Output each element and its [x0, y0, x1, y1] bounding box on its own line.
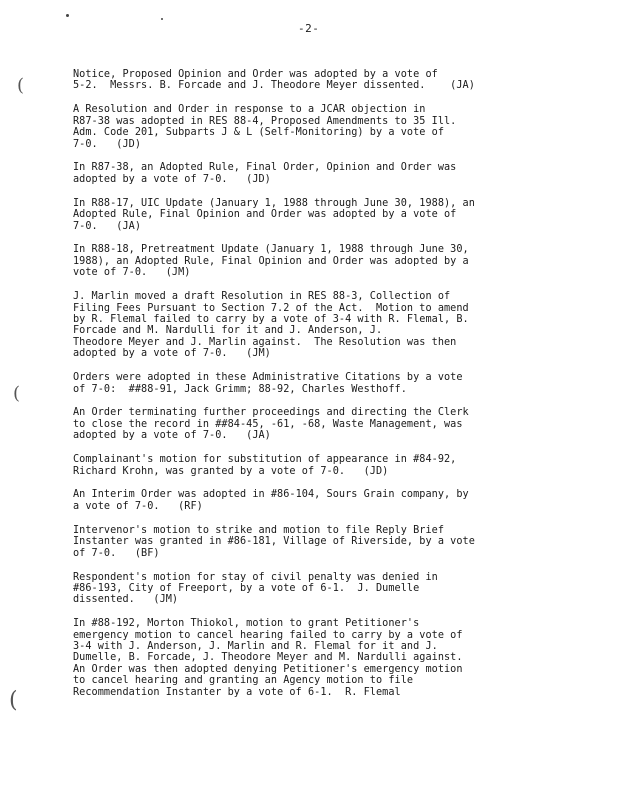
- minutes-paragraph: Intervenor's motion to strike and motion to file Reply Brief Instanter was granted in #86-181, Village of Riverside, by a vote of 7-0. (BF): [73, 524, 475, 559]
- margin-speck: [161, 18, 163, 20]
- minutes-paragraph: In R88-18, Pretreatment Update (January 1, 1988 through June 30, 1988), an Adopted Rule, Final Opinion and Order was adopted by a vote of 7-0. (JM): [73, 244, 469, 279]
- minutes-paragraph: J. Marlin moved a draft Resolution in RES 88-3, Collection of Filing Fees Pursuant to Section 7.2 of the Act. Motion to amend by R. Flemal failed to carry by a vote of 3-4 with R. Flemal, B. Forcade and M. Nardulli for it and J. Anderson, J. Theodore Meyer and J. Marlin against. The Resolution was then adopted by a vote of 7-0. (JM): [73, 291, 469, 360]
- minutes-paragraph: In R87-38, an Adopted Rule, Final Order, Opinion and Order was adopted by a vote of 7-0. (JD): [73, 162, 457, 185]
- margin-speck: [66, 14, 69, 17]
- minutes-paragraph: An Order terminating further proceedings and directing the Clerk to close the record in ##84-45, -61, -68, Waste Management, was adopted by a vote of 7-0. (JA): [73, 407, 469, 442]
- page-number: -2-: [298, 22, 320, 35]
- minutes-paragraph: Complainant's motion for substitution of appearance in #84-92, Richard Krohn, was granted by a vote of 7-0. (JD): [73, 454, 457, 477]
- minutes-body: [73, 69, 553, 711]
- minutes-paragraph: Respondent's motion for stay of civil penalty was denied in #86-193, City of Freeport, by a vote of 6-1. J. Dumelle dissented. (JM): [73, 571, 438, 606]
- binder-hole-mark: (: [9, 688, 18, 713]
- minutes-paragraph: In #88-192, Morton Thiokol, motion to grant Petitioner's emergency motion to cancel hearing failed to carry by a vote of 3-4 with J. Anderson, J. Marlin and R. Flemal for it and J. Dumelle, B. Forcade, J. Theodore Meyer and M. Nardulli against. An Order was then adopted denying Petitioner's emergency motion to cancel hearing and granting an Agency motion to file Recommendation Instanter by a vote of 6-1. R. Flemal: [73, 618, 463, 698]
- binder-hole-mark: (: [13, 383, 21, 404]
- binder-hole-mark: (: [17, 75, 25, 96]
- minutes-paragraph: Orders were adopted in these Administrative Citations by a vote of 7-0: ##88-91, Jack Grimm; 88-92, Charles Westhoff.: [73, 372, 463, 395]
- minutes-paragraph: A Resolution and Order in response to a JCAR objection in R87-38 was adopted in RES 88-4, Proposed Amendments to 35 Ill. Adm. Code 201, Subparts J & L (Self-Monitoring) by a vote of 7-0. (JD): [73, 104, 457, 150]
- minutes-paragraph: An Interim Order was adopted in #86-104, Sours Grain company, by a vote of 7-0. (RF): [73, 489, 469, 512]
- minutes-paragraph: In R88-17, UIC Update (January 1, 1988 through June 30, 1988), an Adopted Rule, Final Opinion and Order was adopted by a vote of 7-0. (JA): [73, 197, 475, 232]
- minutes-paragraph: Notice, Proposed Opinion and Order was adopted by a vote of 5-2. Messrs. B. Forcade and J. Theodore Meyer dissented. (JA): [73, 69, 475, 92]
